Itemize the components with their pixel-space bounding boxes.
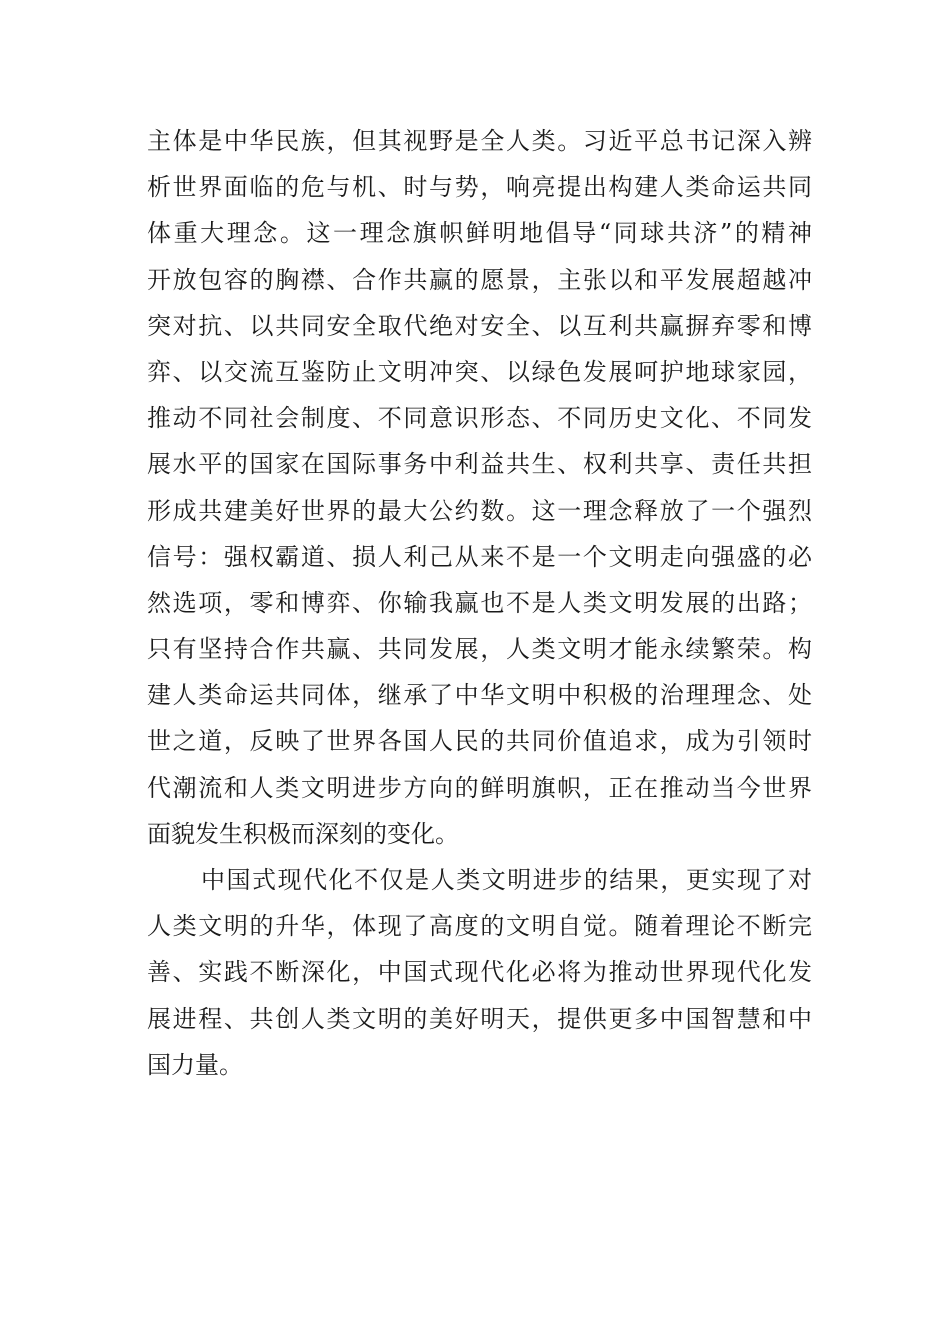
text-line: 析世界面临的危与机、时与势，响亮提出构建人类命运共同 (147, 173, 812, 202)
text-line: 世之道，反映了世界各国人民的共同价值追求，成为引领时 (147, 727, 812, 756)
paragraph-1 (147, 118, 812, 857)
text-line: 体重大理念。这一理念旗帜鲜明地倡导“同球共济”的精神 (147, 219, 812, 248)
text-line: 中国式现代化不仅是人类文明进步的结果，更实现了对 (201, 866, 812, 894)
text-line: 面貌发生积极而深刻的变化。 (147, 819, 459, 848)
text-line: 代潮流和人类文明进步方向的鲜明旗帜，正在推动当今世界 (147, 773, 812, 802)
text-line: 建人类命运共同体，继承了中华文明中积极的治理理念、处 (147, 681, 812, 710)
text-line: 然选项，零和博弈、你输我赢也不是人类文明发展的出路； (147, 588, 812, 617)
text-line: 展水平的国家在国际事务中利益共生、权利共享、责任共担 (147, 450, 812, 479)
text-line: 善、实践不断深化，中国式现代化必将为推动世界现代化发 (147, 958, 812, 987)
text-line: 形成共建美好世界的最大公约数。这一理念释放了一个强烈 (147, 496, 812, 525)
text-line: 国力量。 (147, 1050, 243, 1079)
text-line: 推动不同社会制度、不同意识形态、不同历史文化、不同发 (147, 404, 812, 433)
text-line: 展进程、共创人类文明的美好明天，提供更多中国智慧和中 (147, 1004, 812, 1033)
text-line: 开放包容的胸襟、合作共赢的愿景，主张以和平发展超越冲 (147, 265, 812, 294)
text-line: 只有坚持合作共赢、共同发展，人类文明才能永续繁荣。构 (147, 635, 812, 664)
body-text (147, 118, 812, 1088)
text-line: 突对抗、以共同安全取代绝对安全、以互利共赢摒弃零和博 (147, 311, 812, 340)
paragraph-2 (147, 857, 812, 1088)
text-line: 人类文明的升华，体现了高度的文明自觉。随着理论不断完 (147, 912, 812, 941)
text-line: 信号：强权霸道、损人利己从来不是一个文明走向强盛的必 (147, 542, 812, 571)
text-line: 主体是中华民族，但其视野是全人类。习近平总书记深入辨 (147, 127, 812, 155)
text-line: 弈、以交流互鉴防止文明冲突、以绿色发展呵护地球家园， (147, 357, 812, 386)
